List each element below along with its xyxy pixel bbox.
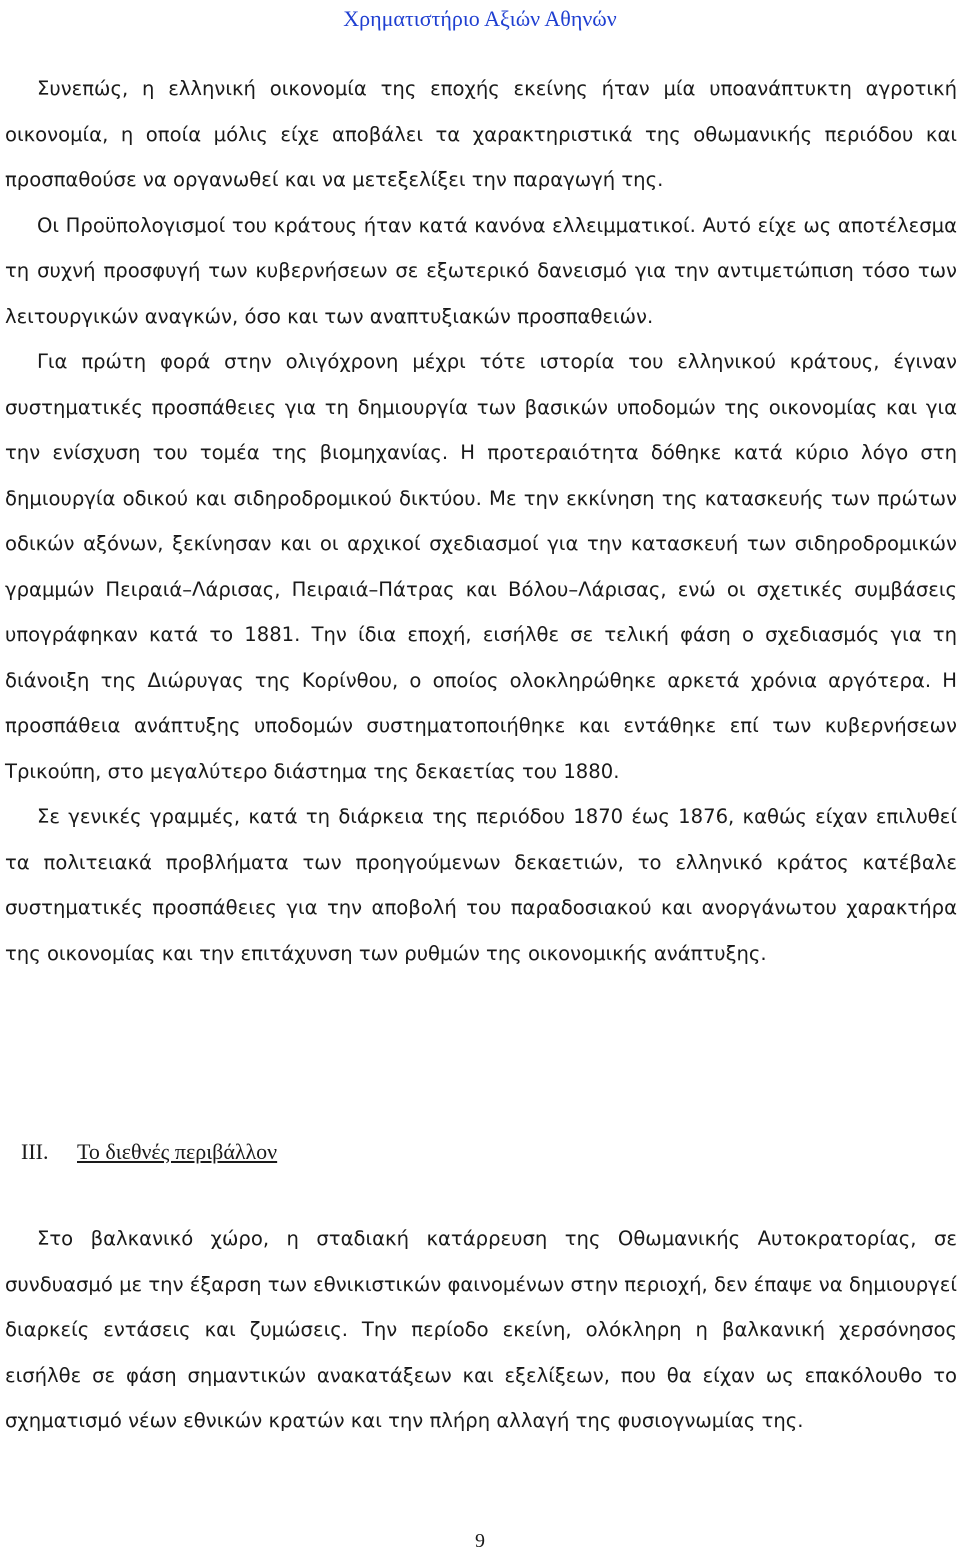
section-title: Το διεθνές περιβάλλον bbox=[77, 1139, 278, 1164]
section-body bbox=[5, 1216, 957, 1444]
paragraph-4: Σε γενικές γραμμές, κατά τη διάρκεια της περιόδου 1870 έως 1876, καθώς είχαν επιλυθεί τα πολιτειακά προβλήματα των προηγούμενων δεκαετιών, το ελληνικό κράτος κατέβαλε συστηματικές προσπάθειες για την αποβολή του παραδοσιακού και ανοργάνωτου χαρακτήρα της οικονομίας και την επιτάχυνση των ρυθμών της οικονομικής ανάπτυξης. bbox=[5, 805, 957, 965]
section-paragraph-1: Στο βαλκανικό χώρο, η σταδιακή κατάρρευση της Οθωμανικής Αυτοκρατορίας, σε συνδυασμό με την έξαρση των εθνικιστικών φαινομένων στην περιοχή, δεν έπαψε να δημιουργεί διαρκείς εντάσεις και ζυμώσεις. Την περίοδο εκείνη, ολόκληρη η βαλκανική χερσόνησος εισήλθε σε φάση σημαντικών ανακατάξεων και εξελίξεων, που θα είχαν ως επακόλουθο το σχηματισμό νέων εθνικών κρατών και την πλήρη αλλαγή της φυσιογνωμίας της. bbox=[5, 1227, 957, 1432]
paragraph-2-text: Οι Προϋπολογισμοί του κράτους ήταν κατά κανόνα ελλειμματικοί. Αυτό είχε ως αποτέλεσμα τη συχνή προσφυγή των κυβερνήσεων σε εξωτερικό δανεισμό για την αντιμετώπιση τόσο των λειτουργικών αναγκών, όσο και των αναπτυξιακών προσπαθειών. bbox=[5, 213, 957, 328]
page-header-title: Χρηματιστήριο Αξιών Αθηνών bbox=[343, 6, 617, 31]
paragraph-1: Συνεπώς, η ελληνική οικονομία της εποχής εκείνης ήταν μία υποανάπτυκτη αγροτική οικονομία, η οποία μόλις είχε αποβάλει τα χαρακτηριστικά της οθωμανικής περιόδου και προσπαθούσε να οργανωθεί και να μετεξελίξει την παραγωγή της. bbox=[5, 77, 957, 191]
paragraph-3: Για πρώτη φορά στην ολιγόχρονη μέχρι τότε ιστορία του ελληνικού κράτους, έγιναν συστηματικές προσπάθειες για τη δημιουργία των βασικών υποδομών της οικονομίας και για την ενίσχυση του τομέα της βιομηχανίας. Η προτεραιότητα δόθηκε κατά κύριο λόγο στη δημιουργία οδικού και σιδηροδρομικού δικτύου. Με την εκκίνηση της κατασκευής των πρώτων οδικών αξόνων, ξεκίνησαν και οι αρχικοί σχεδιασμοί για την κατασκευή των σιδηροδρομικών γραμμών Πειραιά–Λάρισας, Πειραιά–Πάτρας και Βόλου–Λάρισας, ενώ οι σχετικές συμβάσεις υπογράφηκαν κατά το 1881. Την ίδια εποχή, εισήλθε σε τελική φάση ο σχεδιασμός για τη διάνοιξη της Διώρυγας της Κορίνθου, ο οποίος ολοκληρώθηκε αρκετά χρόνια αργότερα. Η προσπάθεια ανάπτυξης υποδομών συστηματοποιήθηκε και εντάθηκε επί των κυβερνήσεων Τρικούπη, στο μεγαλύτερο διάστημα της δεκαετίας του 1880. bbox=[5, 350, 957, 783]
page-number: 9 bbox=[475, 1530, 485, 1552]
section-number: III. bbox=[21, 1139, 49, 1164]
section-heading bbox=[21, 1139, 277, 1165]
paragraph-2 bbox=[5, 203, 957, 340]
document-body bbox=[5, 66, 957, 976]
